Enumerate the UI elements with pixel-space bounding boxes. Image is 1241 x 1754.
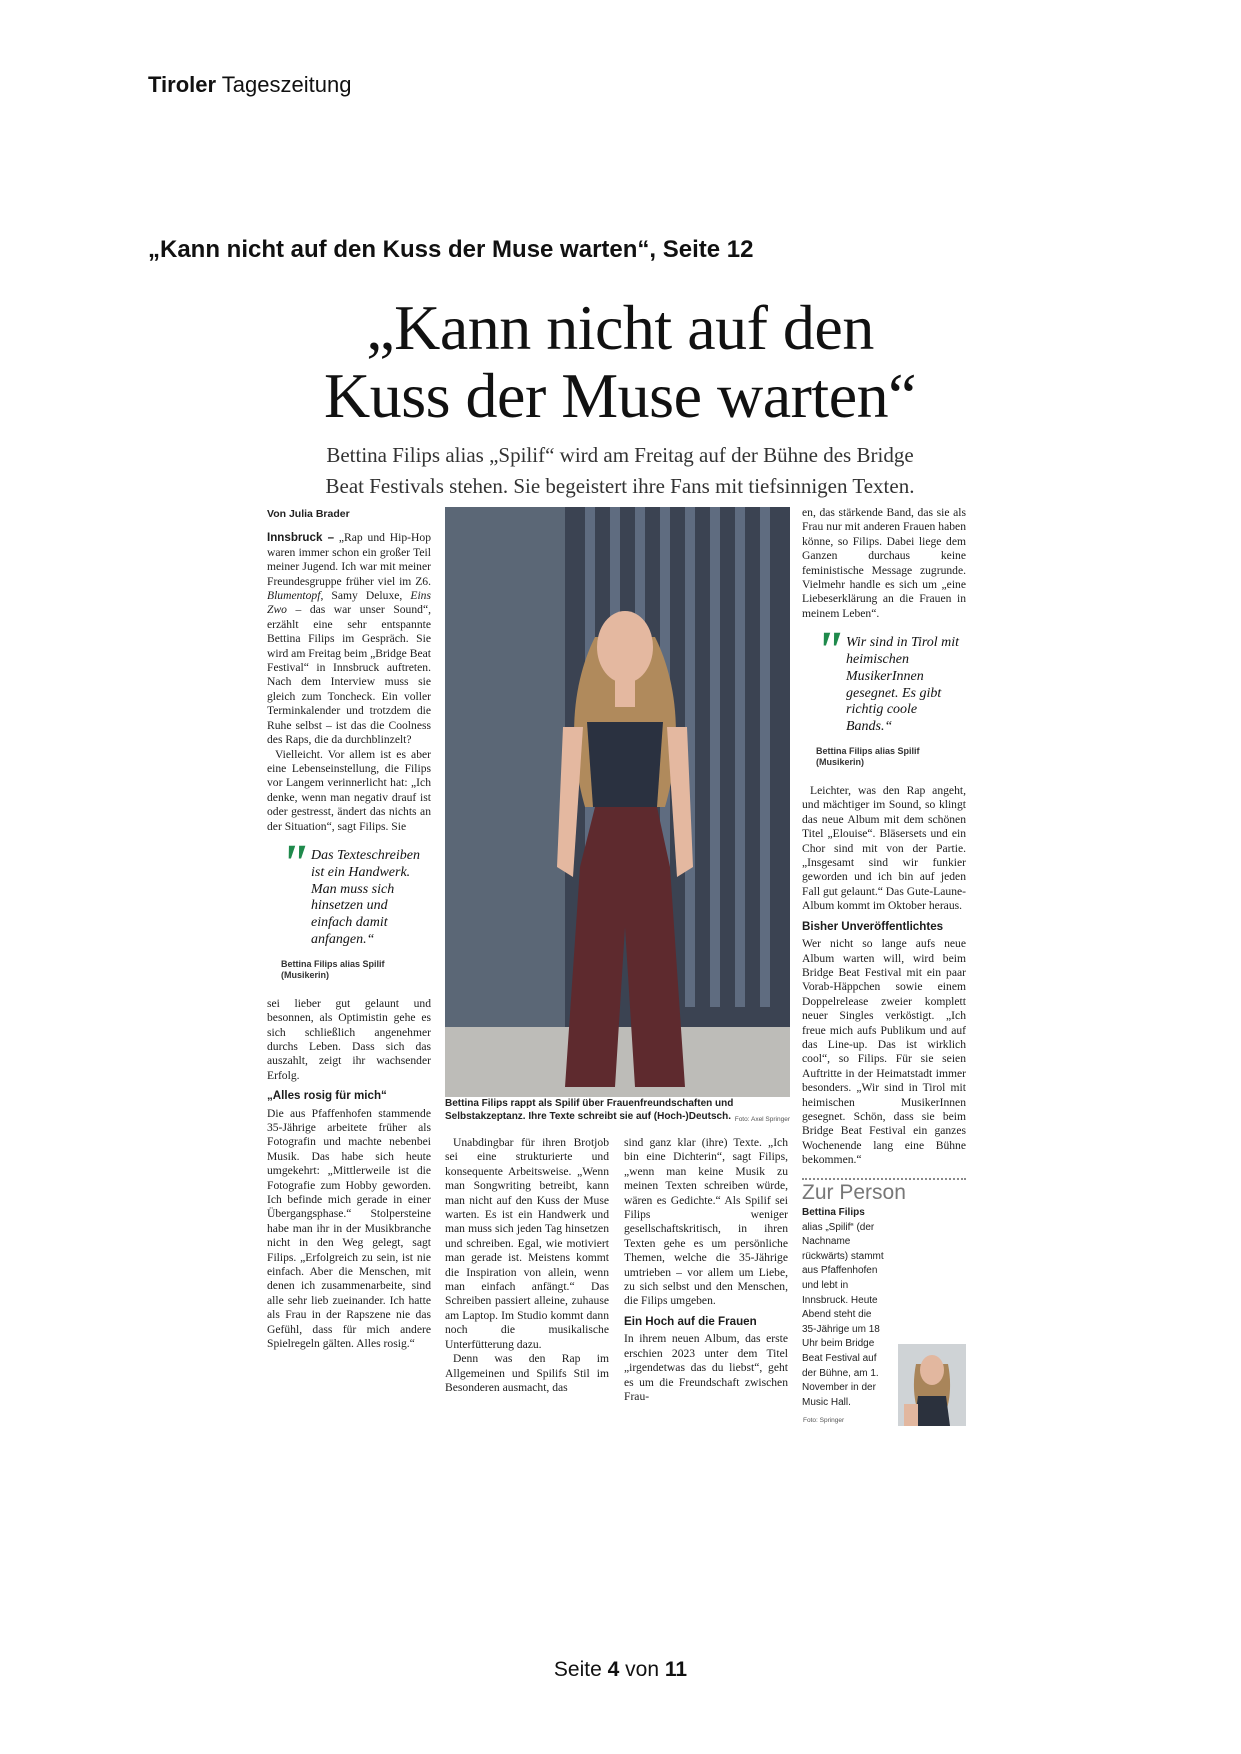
portrait-photo [898,1344,966,1426]
paragraph: Vielleicht. Vor allem ist es aber eine Lebenseinstellung, die Filips vor Langem verinnerlicht hat: „Ich denke, wenn man negativ drauf ist oder gestresst, ändert das nichts an der Situation“, sagt Filips. Sie [267,747,431,833]
info-box-name: Bettina Filips [802,1207,865,1218]
photo-caption-text: Bettina Filips rappt als Spilif über Frauenfreundschaften und Selbstakzeptanz. Ihre Texte schreibt sie auf (Hoch-)Deutsch. [445,1098,734,1122]
page-current: 4 [607,1658,620,1681]
paragraph: sind ganz klar (ihre) Texte. „Ich bin eine Dichterin“, sagt Filips, „wenn man keine Musik zu meinen Texten schreiben würde, wären es Gedichte.“ Als Spilif sei Filips weniger gesellschaftskritisch, in ihren Texten gehe es um persönliche Themen, welche die 35-Jährige umtrieben – vor allem um Liebe, zu sich selbst und den Menschen, die Filips umgeben. [624,1136,788,1308]
pull-quote-source-role: (Musikerin) [281,969,330,980]
pull-quote-text: Wir sind in Tirol mit heimischen MusikerInnen gesegnet. Es gibt richtig coole Bands.“ [846,635,960,735]
page-middle: von [625,1658,660,1681]
brand-bold: Tiroler [148,72,217,97]
dateline: Innsbruck – [267,531,335,545]
publication-brand [148,72,351,98]
headline-line-1: „Kann nicht auf den [366,292,874,363]
subhead: Ein Hoch auf die Frauen [624,1314,757,1328]
page-total: 11 [664,1658,688,1681]
page-prefix: Seite [553,1658,602,1681]
subhead: „Alles rosig für mich“ [267,1089,387,1103]
paragraph: en, das stärkende Band, das sie als Frau nur mit anderen Frauen haben könne, so Filips. Dabei liege dem Ganzen durchaus keine feministische Message zugrunde. Vielmehr handle es sich um „eine Liebeserklärung an die Frauen in meinem Leben“. [802,506,966,620]
paragraph-text: , Samy Deluxe, [320,589,411,603]
photo-caption [445,1097,790,1126]
info-box-body: alias „Spilif“ (der Nachname rückwärts) stammt aus Pfaffenhofen und lebt in Innsbruck. Heute Abend steht die 35-Jährige um 18 Uhr beim Bridge Beat Festival auf der Bühne, am 1. November in der Music Hall. [802,1221,884,1408]
pull-quote-source-name: Bettina Filips alias Spilif [816,746,920,757]
article-reference: „Kann nicht auf den Kuss der Muse warten“, Seite 12 [148,236,754,263]
paragraph: Die aus Pfaffenhofen stammende 35-Jährige arbeitete früher als Fotografin und machte nebenbei Musik. Das habe sich heute umgekehrt: „Mittlerweile ist die Fotografie zum Hobby geworden. Ich befinde mich gerade in einer Übergangsphase.“ Stolpersteine habe man ihr in der Musikbranche nicht in den Weg gelegt, sagt Filips. „Erfolgreich zu sein, ist nie einfach. Aber die Menschen, mit denen ich zusammenarbeite, sind alle sehr lieb zueinander. Ich hatte als Frau in der Rapszene nie das Gefühl, dass für mich andere Spielregeln gälten. Alles rosig.“ [267,1106,431,1351]
page-number [0,1658,1241,1682]
pull-quote [267,832,431,987]
headline [265,294,975,430]
subhead: Bisher Unveröffentlichtes [802,919,944,933]
paragraph-text: „Rap und Hip-Hop waren immer schon ein großer Teil meiner Jugend. Ich war mit meiner Freundesgruppe früher viel im Z6. [267,531,431,588]
paragraph: Denn was den Rap im Allgemeinen und Spilifs Stil im Besonderen ausmacht, das [445,1352,609,1394]
article-photo [445,507,790,1097]
divider [802,1178,966,1180]
brand-rest: Tageszeitung [221,72,352,97]
article-column-2 [445,1136,609,1395]
subheadline-line-1: Bettina Filips alias „Spilif“ wird am Freitag auf der Bühne des Bridge [326,443,914,467]
paragraph-italic: Eins Zwo [267,589,431,617]
paragraph-text: – das war unser Sound“, erzählt eine sehr entspannte Bettina Filips im Gespräch. Sie wird am Freitag beim „Bridge Beat Festival“ in Innsbruck auftreten. Nach dem Interview muss sie gleich zum Toncheck. Ein voller Terminkalender und trotzdem die Ruhe selbst – ist das die Coolness des Raps, die da durchblinzelt? [267,603,431,747]
article-column-3 [624,1136,788,1404]
headline-line-2: Kuss der Muse warten“ [324,360,916,431]
portrait-credit: Foto: Springer [803,1417,845,1424]
pull-quote-source [267,959,431,981]
subheadline-line-2: Beat Festivals stehen. Sie begeistert ihre Fans mit tiefsinnigen Texten. [325,474,915,498]
photo-illustration [445,507,790,1097]
article-column-4 [802,506,966,1410]
pull-quote-source-name: Bettina Filips alias Spilif [281,958,385,969]
paragraph: Wer nicht so lange aufs neue Album warten will, wird beim Bridge Beat Festival mit ein paar Vorab-Häppchen sowie einem Doppelrelease zweier komplett neuer Singles verköstigt. „Ich freue mich aufs Publikum und auf das Line-up. Das ist wirklich cool“, so Filips. Für sie seien Auftritte in der Heimatstadt immer besonders. „Wir sind in Tirol mit heimischen MusikerInnen gesegnet. Schön, dass sie beim Bridge Beat Festival ein ganzes Wochenende lang eine Bühne bekommen.“ [802,937,966,1167]
paragraph [267,531,431,747]
pull-quote-source [802,746,966,768]
paragraph: Leichter, was den Rap angeht, und mächtiger im Sound, so klingt das neue Album mit dem schönen Titel „Elouise“. Bläsersets und ein Chor sind mit von der Partie. „Insgesamt sind wir funkier geworden und ich bin auf jeden Fall gut gelaunt.“ Das Gute-Laune-Album kommt im Oktober heraus. [802,784,966,913]
quote-mark-icon: " [279,832,309,893]
paragraph: sei lieber gut gelaunt und besonnen, als Optimistin gehe es sich schließlich angenehmer durchs Leben. Dass sich das auszahlt, zeigt ihr wachsender Erfolg. [267,996,431,1082]
info-box-title: Zur Person [802,1180,906,1204]
pull-quote [802,620,966,774]
byline: Von Julia Brader [267,508,350,520]
pull-quote-text: Das Texteschreiben ist ein Handwerk. Man muss sich hinsetzen und einfach damit anfangen.“ [311,847,420,947]
paragraph-italic: Blumentopf [267,589,321,603]
paragraph: In ihrem neuen Album, das erste erschien 2023 unter dem Titel „irgendetwas das du liebst“, geht es um die Freundschaft zwischen Frau- [624,1332,788,1403]
paragraph: Unabdingbar für ihren Brotjob sei eine strukturierte und konsequente Arbeitsweise. „Wenn man Songwriting betreibt, kann man nicht auf den Kuss der Muse warten. Es ist ein Handwerk und man muss sich jeden Tag hinsetzen und schreiben. Egal, wie motiviert man gerade ist. Meistens kommt die Inspiration von allein, wenn man einfach anfängt.“ Das Schreiben passiert alleine, zuhause am Laptop. Im Studio kommt dann noch die musikalische Unterfütterung dazu. [445,1136,609,1351]
subheadline [265,440,975,502]
quote-mark-icon: " [814,620,844,681]
info-box-text [802,1206,888,1410]
photo-credit: Foto: Axel Springer [734,1116,790,1123]
portrait-illustration [898,1344,966,1426]
pull-quote-source-role: (Musikerin) [816,757,865,768]
article-column-1 [267,507,431,1351]
